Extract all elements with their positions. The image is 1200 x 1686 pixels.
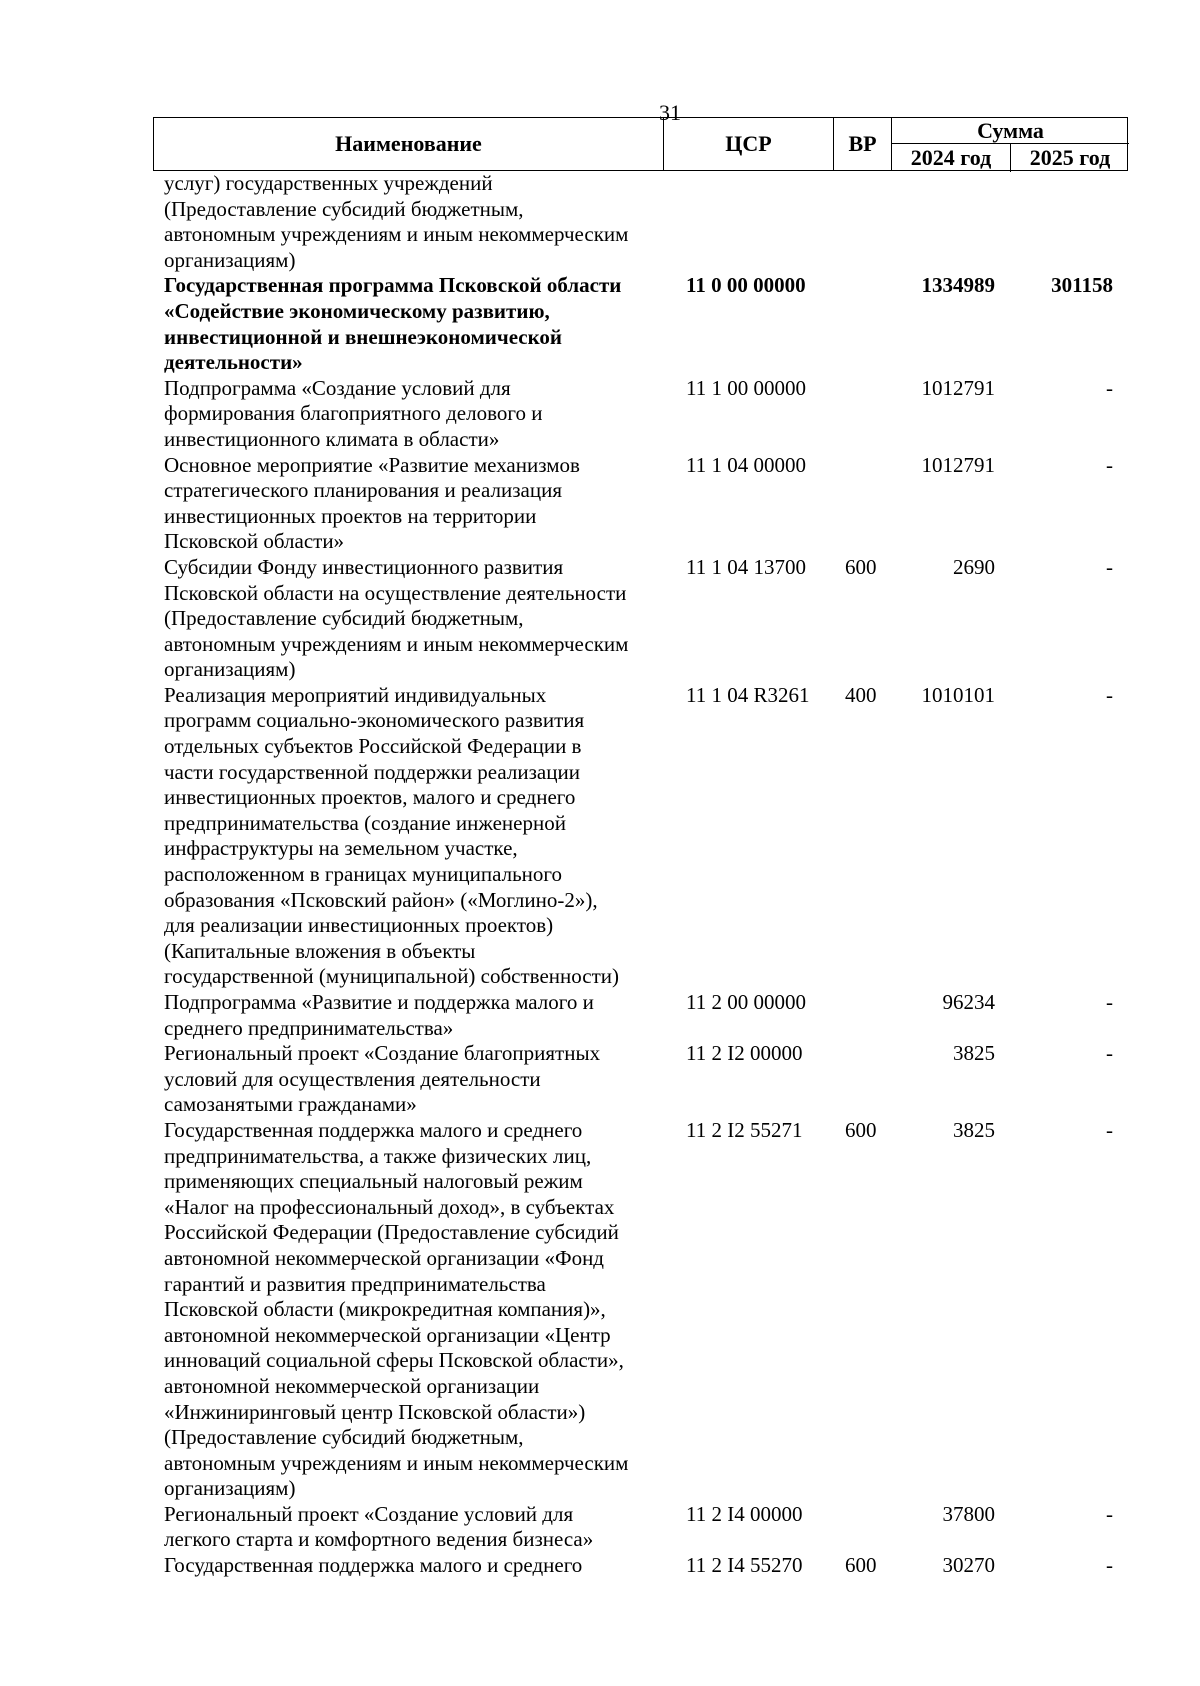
row-name-line: автономным учреждениям и иным некоммерческим [164,631,629,656]
row-name-line: (Капитальные вложения в объекты [164,938,476,963]
row-csr: 11 1 00 00000 [686,375,806,400]
row-amount-2024: 1012791 [921,375,995,400]
row-name-line: организациям) [164,247,296,272]
row-name-line: отдельных субъектов Российской Федерации в [164,734,582,759]
row-name-line: формирования благоприятного делового и [164,401,543,426]
row-name-line: Государственная поддержка малого и среднего [164,1117,583,1142]
header-year-2025: 2025 год [1029,145,1111,170]
row-name [164,1118,664,1502]
row-name-line: для реализации инвестиционных проектов) [164,913,554,938]
row-amount-2025: - [1106,1041,1113,1066]
row-amount-2024: 3825 [953,1117,995,1142]
row-csr: 11 0 00 00000 [686,273,806,298]
row-name-line: услуг) государственных учреждений [164,171,493,195]
row-name [164,990,664,1041]
row-csr: 11 2 I4 00000 [686,1501,803,1526]
row-amount-2025: - [1106,554,1113,579]
row-name-line: «Содействие экономическому развитию, [164,298,550,323]
row-amount-2025: - [1106,682,1113,707]
row-amount-2024: 3825 [953,1041,995,1066]
row-amount-2025: - [1106,375,1113,400]
row-csr: 11 2 I4 55270 [686,1553,803,1578]
row-name-line: стратегического планирования и реализация [164,478,562,503]
row-name-line: «Налог на профессиональный доход», в субъектах [164,1194,615,1219]
header-year-2024: 2024 год [892,144,1011,172]
row-amount-2024: 37800 [942,1501,995,1526]
row-csr: 11 1 04 00000 [686,452,806,477]
row-amount-2025: - [1106,1553,1113,1578]
table-body [0,171,1200,1579]
row-name-line: инноваций социальной сферы Псковской области», [164,1348,624,1373]
row-name-line: Основное мероприятие «Развитие механизмов [164,452,580,477]
row-name-line: государственной (муниципальной) собственности) [164,964,620,989]
row-csr: 11 2 00 00000 [686,990,806,1014]
row-name-line: Государственная программа Псковской области [164,273,622,298]
table-row [0,1502,1200,1553]
row-amount-2025: - [1106,990,1113,1014]
row-name-line: (Предоставление субсидий бюджетным, [164,196,524,221]
row-name-line: автономным учреждениям и иным некоммерческим [164,1450,629,1475]
row-name-line: условий для осуществления деятельности [164,1066,541,1091]
row-name [164,376,664,453]
row-name-line: Псковской области (микрокредитная компания)», [164,1297,606,1322]
row-amount-2025: - [1106,1501,1113,1526]
row-name-line: гарантий и развития предпринимательства [164,1271,546,1296]
row-name-line: Подпрограмма «Развитие и поддержка малого и [164,990,594,1014]
row-name-line: инвестиционной и внешнеэкономической [164,324,563,349]
row-name-line: применяющих специальный налоговый режим [164,1169,583,1194]
row-name-line: предпринимательства (создание инженерной [164,810,566,835]
row-name [164,273,664,375]
row-amount-2025: - [1106,1117,1113,1142]
row-amount-2024: 30270 [942,1553,995,1578]
row-name-line: Реализация мероприятий индивидуальных [164,682,547,707]
row-name-line: Государственная поддержка малого и среднего [164,1553,583,1578]
row-name [164,453,664,555]
row-name-line: деятельности» [164,350,303,375]
row-amount-2024: 1010101 [921,682,995,707]
row-name-line: образования «Псковский район» («Моглино-2»), [164,887,598,912]
row-name-line: среднего предпринимательства» [164,1015,454,1040]
row-name-line: расположенном в границах муниципального [164,862,562,887]
row-amount-2024: 96234 [942,990,995,1014]
header-csr: ЦСР [664,118,834,170]
row-name-line: автономной некоммерческой организации [164,1373,540,1398]
table-row [0,273,1200,375]
table-row [0,453,1200,555]
row-name [164,1502,664,1553]
row-name-line: автономной некоммерческой организации «Центр [164,1322,611,1347]
row-csr: 11 2 I2 55271 [686,1117,803,1142]
row-name-line: (Предоставление субсидий бюджетным, [164,606,524,631]
row-name-line: инвестиционных проектов на территории [164,503,537,528]
table-row [0,990,1200,1041]
row-name [164,1553,664,1579]
row-vr: 400 [845,682,877,707]
row-name-line: Региональный проект «Создание благоприятных [164,1041,601,1066]
row-name-line: Субсидии Фонду инвестиционного развития [164,554,564,579]
row-name-line: Псковской области» [164,529,345,554]
row-name-line: «Инжиниринговый центр Псковской области») [164,1399,586,1424]
row-amount-2025: - [1106,452,1113,477]
row-name-line: Российской Федерации (Предоставление субсидий [164,1220,619,1245]
row-name-line: организациям) [164,657,296,682]
row-name-line: легкого старта и комфортного ведения бизнеса» [164,1527,594,1552]
table-row [0,1118,1200,1502]
row-vr: 600 [845,1117,877,1142]
row-csr: 11 1 04 R3261 [686,682,810,707]
table-header [153,117,1128,171]
row-name-line: автономным учреждениям и иным некоммерческим [164,222,629,247]
row-name-line: самозанятыми гражданами» [164,1092,417,1117]
row-csr: 11 1 04 13700 [686,554,806,579]
header-sum: Сумма [892,118,1129,144]
row-name [164,555,664,683]
row-vr: 600 [845,1553,877,1578]
table-row [0,1553,1200,1579]
row-name-line: Региональный проект «Создание условий для [164,1501,574,1526]
row-name-line: Подпрограмма «Создание условий для [164,375,511,400]
row-name [164,683,664,990]
row-name-line: организациям) [164,1476,296,1501]
row-name-line: предпринимательства, а также физических лиц, [164,1143,592,1168]
row-amount-2024: 1012791 [921,452,995,477]
row-csr: 11 2 I2 00000 [686,1041,803,1066]
row-name [164,171,664,273]
header-name: Наименование [154,118,664,170]
table-row [0,555,1200,683]
table-row [0,171,1200,273]
row-amount-2025: 301158 [1051,273,1113,298]
row-amount-2024: 1334989 [921,273,995,298]
row-amount-2024: 2690 [953,554,995,579]
row-name-line: автономной некоммерческой организации «Фонд [164,1245,604,1270]
row-name-line: инвестиционного климата в области» [164,426,500,451]
row-name-line: инвестиционных проектов, малого и среднего [164,785,576,810]
table-row [0,683,1200,990]
table-row [0,1041,1200,1118]
row-name [164,1041,664,1118]
row-name-line: инфраструктуры на земельном участке, [164,836,518,861]
page-number: 31 [659,100,681,125]
row-name-line: части государственной поддержки реализации [164,759,580,784]
row-name-line: программ социально-экономического развития [164,708,585,733]
row-name-line: Псковской области на осуществление деятельности [164,580,627,605]
row-vr: 600 [845,554,877,579]
row-name-line: (Предоставление субсидий бюджетным, [164,1425,524,1450]
table-row [0,376,1200,453]
header-vr: ВР [834,118,892,170]
